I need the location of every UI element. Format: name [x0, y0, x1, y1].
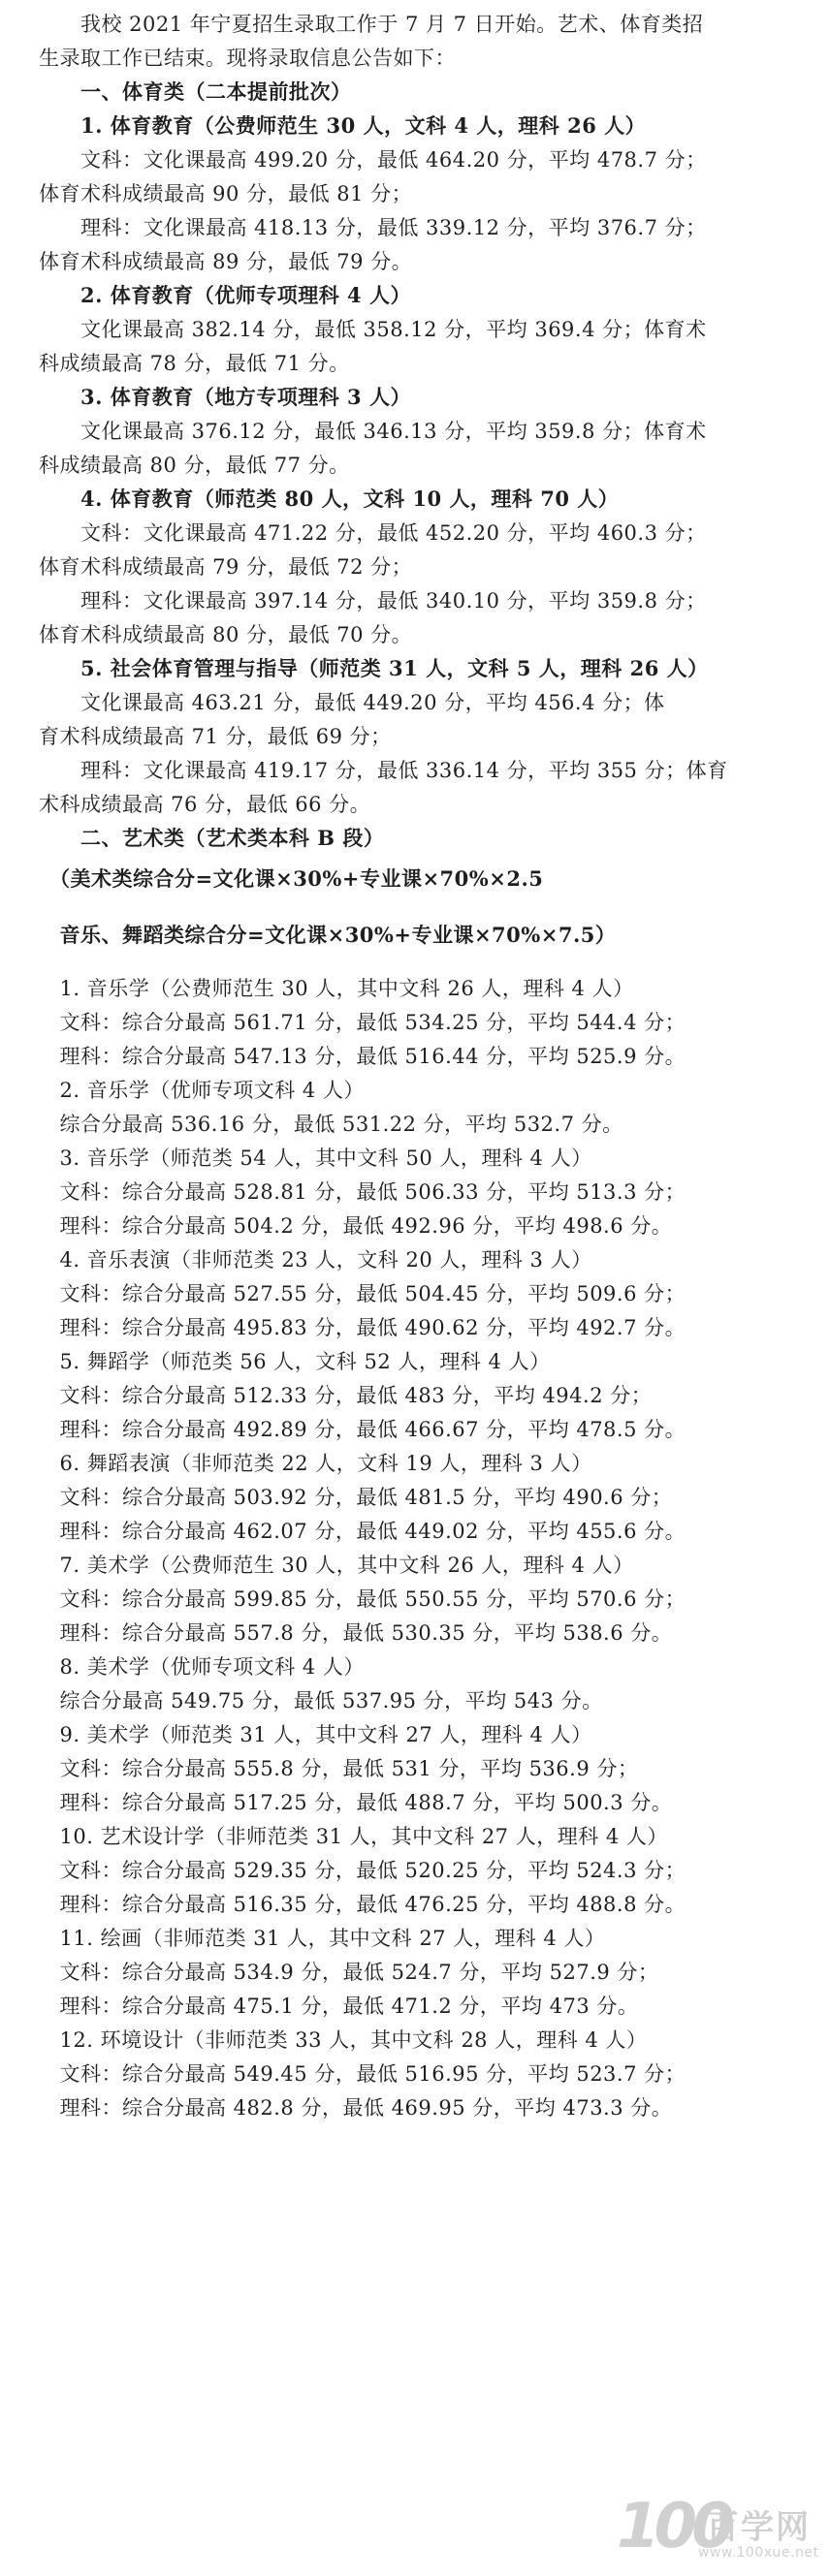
score-line: 理科：综合分最高 475.1 分，最低 471.2 分，平均 473 分。	[39, 1995, 639, 2018]
score-line: 文科：综合分最高 528.81 分，最低 506.33 分，平均 513.3 分；	[39, 1180, 686, 1204]
program-heading: 5. 舞蹈学（师范类 56 人，文科 52 人，理科 4 人）	[39, 1350, 551, 1373]
score-line: 文科：文化课最高 471.22 分，最低 452.20 分，平均 460.3 分；	[39, 521, 707, 545]
score-line: 文科：综合分最高 512.33 分，最低 483 分，平均 494.2 分；	[39, 1384, 653, 1407]
score-line: 科成绩最高 78 分，最低 71 分。	[39, 352, 350, 375]
program-heading: 4. 体育教育（师范类 80 人，文科 10 人，理科 70 人）	[39, 487, 620, 511]
score-line: 理科：综合分最高 504.2 分，最低 492.96 分，平均 498.6 分。	[39, 1214, 673, 1238]
intro-line-2: 生录取工作已结束。现将录取信息公告如下：	[39, 47, 456, 70]
site-watermark	[617, 2491, 820, 2568]
program-heading: 5. 社会体育管理与指导（师范类 31 人，文科 5 人，理科 26 人）	[39, 656, 709, 680]
program-heading: 8. 美术学（优师专项文科 4 人）	[39, 1655, 365, 1679]
program-heading: 11. 绘画（非师范类 31 人，其中文科 27 人，理科 4 人）	[39, 1927, 606, 1950]
score-line: 理科：综合分最高 517.25 分，最低 488.7 分，平均 500.3 分。	[39, 1791, 673, 1814]
program-heading: 1. 音乐学（公费师范生 30 人，其中文科 26 人，理科 4 人）	[39, 977, 634, 1000]
program-heading: 12. 环境设计（非师范类 33 人，其中文科 28 人，理科 4 人）	[39, 2028, 648, 2052]
score-line: 理科：文化课最高 419.17 分，最低 336.14 分，平均 355 分；体育	[39, 759, 728, 782]
section-heading-arts: 二、艺术类（艺术类本科 B 段）	[39, 826, 385, 850]
score-line: 理科：综合分最高 482.8 分，最低 469.95 分，平均 473.3 分。	[39, 2096, 673, 2120]
program-heading: 3. 体育教育（地方专项理科 3 人）	[39, 385, 411, 409]
score-line: 理科：综合分最高 492.89 分，最低 466.67 分，平均 478.5 分。	[39, 1418, 686, 1441]
score-line: 体育术科成绩最高 80 分，最低 70 分。	[39, 623, 413, 646]
score-line: 文科：综合分最高 555.8 分，最低 531 分，平均 536.9 分；	[39, 1757, 639, 1780]
score-line: 文科：综合分最高 549.45 分，最低 516.95 分，平均 523.7 分；	[39, 2062, 686, 2086]
score-line: 文科：文化课最高 499.20 分，最低 464.20 分，平均 478.7 分；	[39, 148, 707, 172]
score-line: 体育术科成绩最高 79 分，最低 72 分；	[39, 555, 413, 579]
watermark-brand: 百学网	[706, 2508, 811, 2547]
score-line: 文科：综合分最高 503.92 分，最低 481.5 分，平均 490.6 分；	[39, 1486, 673, 1509]
score-line: 文化课最高 463.21 分，最低 449.20 分，平均 456.4 分；体	[39, 691, 665, 714]
score-line: 文化课最高 376.12 分，最低 346.13 分，平均 359.8 分；体育术	[39, 420, 707, 443]
score-line: 文科：综合分最高 534.9 分，最低 524.7 分，平均 527.9 分；	[39, 1961, 659, 1984]
program-heading: 9. 美术学（师范类 31 人，其中文科 27 人，理科 4 人）	[39, 1723, 592, 1746]
score-line: 理科：综合分最高 516.35 分，最低 476.25 分，平均 488.8 分。	[39, 1893, 686, 1916]
score-line: 理科：文化课最高 397.14 分，最低 340.10 分，平均 359.8 分；	[39, 589, 707, 613]
score-line: 理科：综合分最高 495.83 分，最低 490.62 分，平均 492.7 分。	[39, 1316, 686, 1339]
score-line: 育术科成绩最高 71 分，最低 69 分；	[39, 725, 392, 748]
score-line: 体育术科成绩最高 90 分，最低 81 分；	[39, 182, 413, 205]
score-line: 文科：综合分最高 529.35 分，最低 520.25 分，平均 524.3 分；	[39, 1859, 686, 1882]
score-line: 理科：综合分最高 557.8 分，最低 530.35 分，平均 538.6 分。	[39, 1621, 673, 1645]
section-heading-sports: 一、体育类（二本提前批次）	[39, 79, 352, 104]
score-line: 科成绩最高 80 分，最低 77 分。	[39, 454, 350, 477]
formula-line: 音乐、舞蹈类综合分=文化课×30%+专业课×70%×7.5）	[39, 923, 617, 947]
score-line: 理科：文化课最高 418.13 分，最低 339.12 分，平均 376.7 分；	[39, 216, 707, 239]
program-heading: 7. 美术学（公费师范生 30 人，其中文科 26 人，理科 4 人）	[39, 1554, 634, 1577]
score-line: 文科：综合分最高 527.55 分，最低 504.45 分，平均 509.6 分；	[39, 1282, 686, 1305]
intro-line-1: 我校 2021 年宁夏招生录取工作于 7 月 7 日开始。艺术、体育类招	[39, 13, 704, 36]
program-heading: 1. 体育教育（公费师范生 30 人，文科 4 人，理科 26 人）	[39, 113, 647, 138]
program-heading: 4. 音乐表演（非师范类 23 人，文科 20 人，理科 3 人）	[39, 1248, 592, 1272]
watermark-url: www.100xue.net	[698, 2545, 819, 2560]
score-line: 文科：综合分最高 599.85 分，最低 550.55 分，平均 570.6 分；	[39, 1587, 686, 1611]
score-line: 综合分最高 549.75 分，最低 537.95 分，平均 543 分。	[39, 1689, 603, 1712]
program-heading: 2. 体育教育（优师专项理科 4 人）	[39, 283, 411, 307]
program-heading: 3. 音乐学（师范类 54 人，其中文科 50 人，理科 4 人）	[39, 1147, 592, 1170]
score-line: 理科：综合分最高 462.07 分，最低 449.02 分，平均 455.6 分。	[39, 1520, 686, 1543]
formula-line: （美术类综合分=文化课×30%+专业课×70%×2.5	[39, 866, 544, 891]
score-line: 综合分最高 536.16 分，最低 531.22 分，平均 532.7 分。	[39, 1113, 623, 1136]
score-line: 文科：综合分最高 561.71 分，最低 534.25 分，平均 544.4 分；	[39, 1011, 686, 1034]
score-line: 体育术科成绩最高 89 分，最低 79 分。	[39, 250, 413, 273]
program-heading: 6. 舞蹈表演（非师范类 22 人，文科 19 人，理科 3 人）	[39, 1452, 592, 1475]
watermark-logo: 100	[617, 2491, 729, 2562]
score-line: 术科成绩最高 76 分，最低 66 分。	[39, 793, 371, 816]
program-heading: 10. 艺术设计学（非师范类 31 人，其中文科 27 人，理科 4 人）	[39, 1825, 668, 1848]
score-line: 理科：综合分最高 547.13 分，最低 516.44 分，平均 525.9 分。	[39, 1045, 686, 1068]
score-line: 文化课最高 382.14 分，最低 358.12 分，平均 369.4 分；体育术	[39, 318, 707, 341]
program-heading: 2. 音乐学（优师专项文科 4 人）	[39, 1079, 365, 1102]
